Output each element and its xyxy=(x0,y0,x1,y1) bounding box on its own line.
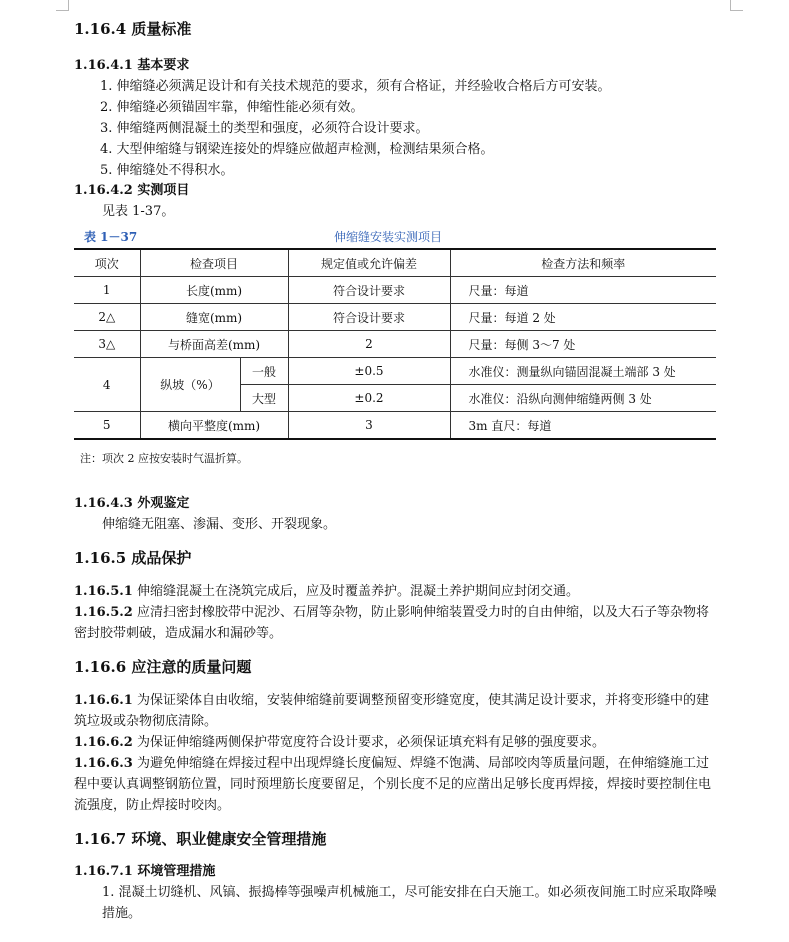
table-number: 表 1－37 xyxy=(84,230,138,244)
paragraph xyxy=(74,581,720,602)
clause-text: 伸缩缝混凝土在浇筑完成后，应及时覆盖养护。混凝土养护期间应封闭交通。 xyxy=(132,584,579,599)
table-cell: 2△ xyxy=(74,304,140,331)
list-item: 3. 伸缩缝两侧混凝土的类型和强度，必须符合设计要求。 xyxy=(100,121,429,136)
page-corner-mark xyxy=(56,0,69,11)
clause-text: 应清扫密封橡胶带中泥沙、石屑等杂物，防止影响伸缩装置受力时的自由伸缩，以及大石子等杂物将密封胶带刺破，造成漏水和漏砂等。 xyxy=(74,605,709,641)
paragraph xyxy=(74,732,720,753)
section-heading: 1.16.4 质量标准 xyxy=(74,20,192,38)
paragraph xyxy=(74,602,720,644)
clause-text: 为避免伸缩缝在焊接过程中出现焊缝长度偏短、焊缝不饱满、局部咬肉等质量问题，在伸缩缝施工过程中要认真调整钢筋位置，同时预埋筋长度要留足，个别长度不足的应凿出足够长度再焊接，焊接时要控制住电流强度，防止焊接时咬肉。 xyxy=(74,756,712,813)
table-cell: 符合设计要求 xyxy=(288,277,450,304)
document-content xyxy=(74,18,720,924)
table-cell: 纵坡（%） xyxy=(140,358,240,412)
table-cell: ±0.5 xyxy=(288,358,450,385)
table-cell: 大型 xyxy=(240,385,288,412)
clause-number: 1.16.6.1 xyxy=(74,693,133,708)
table-cell: 2 xyxy=(288,331,450,358)
section-heading: 1.16.6 应注意的质量问题 xyxy=(74,658,252,676)
list-item: 4. 大型伸缩缝与钢梁连接处的焊缝应做超声检测，检测结果须合格。 xyxy=(100,142,494,157)
table-cell: 水准仪：沿纵向测伸缩缝两侧 3 处 xyxy=(450,385,716,412)
table-row xyxy=(74,304,716,331)
table-header-cell: 检查项目 xyxy=(140,249,288,277)
table-caption xyxy=(74,226,720,248)
subsection-heading: 1.16.7.1 环境管理措施 xyxy=(74,864,216,879)
table-row xyxy=(74,331,716,358)
clause-number: 1.16.6.2 xyxy=(74,735,133,750)
table-cell: 横向平整度(mm) xyxy=(140,412,288,440)
table-cell: 5 xyxy=(74,412,140,440)
table-cell: 4 xyxy=(74,358,140,412)
table-cell: 长度(mm) xyxy=(140,277,288,304)
table-cell: 3 xyxy=(288,412,450,440)
subsection-heading: 1.16.4.3 外观鉴定 xyxy=(74,496,190,511)
table-cell: 3m 直尺：每道 xyxy=(450,412,716,440)
table-header-cell: 项次 xyxy=(74,249,140,277)
clause-number: 1.16.6.3 xyxy=(74,756,133,771)
table-note: 注：项次 2 应按安装时气温折算。 xyxy=(80,452,248,465)
page-corner-mark xyxy=(730,0,743,11)
table-cell: 一般 xyxy=(240,358,288,385)
table-header-row xyxy=(74,249,716,277)
clause-number: 1.16.5.1 xyxy=(74,584,133,599)
clause-number: 1.16.5.2 xyxy=(74,605,133,620)
table-cell: 缝宽(mm) xyxy=(140,304,288,331)
subsection-heading: 1.16.4.2 实测项目 xyxy=(74,183,190,198)
table-cell: 与桥面高差(mm) xyxy=(140,331,288,358)
paragraph xyxy=(74,690,720,732)
table-title: 伸缩缝安装实测项目 xyxy=(334,230,443,244)
table-cell: 水准仪：测量纵向锚固混凝土端部 3 处 xyxy=(450,358,716,385)
list-item: 2. 伸缩缝必须锚固牢靠，伸缩性能必须有效。 xyxy=(100,100,364,115)
section-heading: 1.16.7 环境、职业健康安全管理措施 xyxy=(74,830,327,848)
table-cell: 1 xyxy=(74,277,140,304)
inspection-table xyxy=(74,248,716,440)
clause-text: 为保证伸缩缝两侧保护带宽度符合设计要求，必须保证填充料有足够的强度要求。 xyxy=(132,735,605,750)
section-heading: 1.16.5 成品保护 xyxy=(74,549,192,567)
table-cell: 尺量：每道 xyxy=(450,277,716,304)
list-item: 5. 伸缩缝处不得积水。 xyxy=(100,163,234,178)
table-row xyxy=(74,358,716,385)
table-header-cell: 检查方法和频率 xyxy=(450,249,716,277)
clause-text: 为保证梁体自由收缩，安装伸缩缝前要调整预留变形缝宽度，使其满足设计要求，并将变形缝中的建筑垃圾或杂物彻底清除。 xyxy=(74,693,709,729)
table-header-cell: 规定值或允许偏差 xyxy=(288,249,450,277)
table-cell: 3△ xyxy=(74,331,140,358)
table-cell: 尺量：每侧 3～7 处 xyxy=(450,331,716,358)
paragraph: 伸缩缝无阻塞、渗漏、变形、开裂现象。 xyxy=(102,517,337,532)
table-cell: 符合设计要求 xyxy=(288,304,450,331)
requirements-list xyxy=(74,76,720,181)
paragraph: 1. 混凝土切缝机、风镐、振捣棒等强噪声机械施工，尽可能安排在白天施工。如必须夜间施工时应采取降噪措施。 xyxy=(102,885,717,921)
table-row xyxy=(74,277,716,304)
table-row xyxy=(74,412,716,440)
list-item: 1. 伸缩缝必须满足设计和有关技术规范的要求，须有合格证，并经验收合格后方可安装。 xyxy=(100,79,611,94)
subsection-heading: 1.16.4.1 基本要求 xyxy=(74,58,190,73)
table-cell: 尺量：每道 2 处 xyxy=(450,304,716,331)
paragraph xyxy=(74,753,720,816)
table-cell: ±0.2 xyxy=(288,385,450,412)
paragraph: 见表 1-37。 xyxy=(102,204,175,219)
